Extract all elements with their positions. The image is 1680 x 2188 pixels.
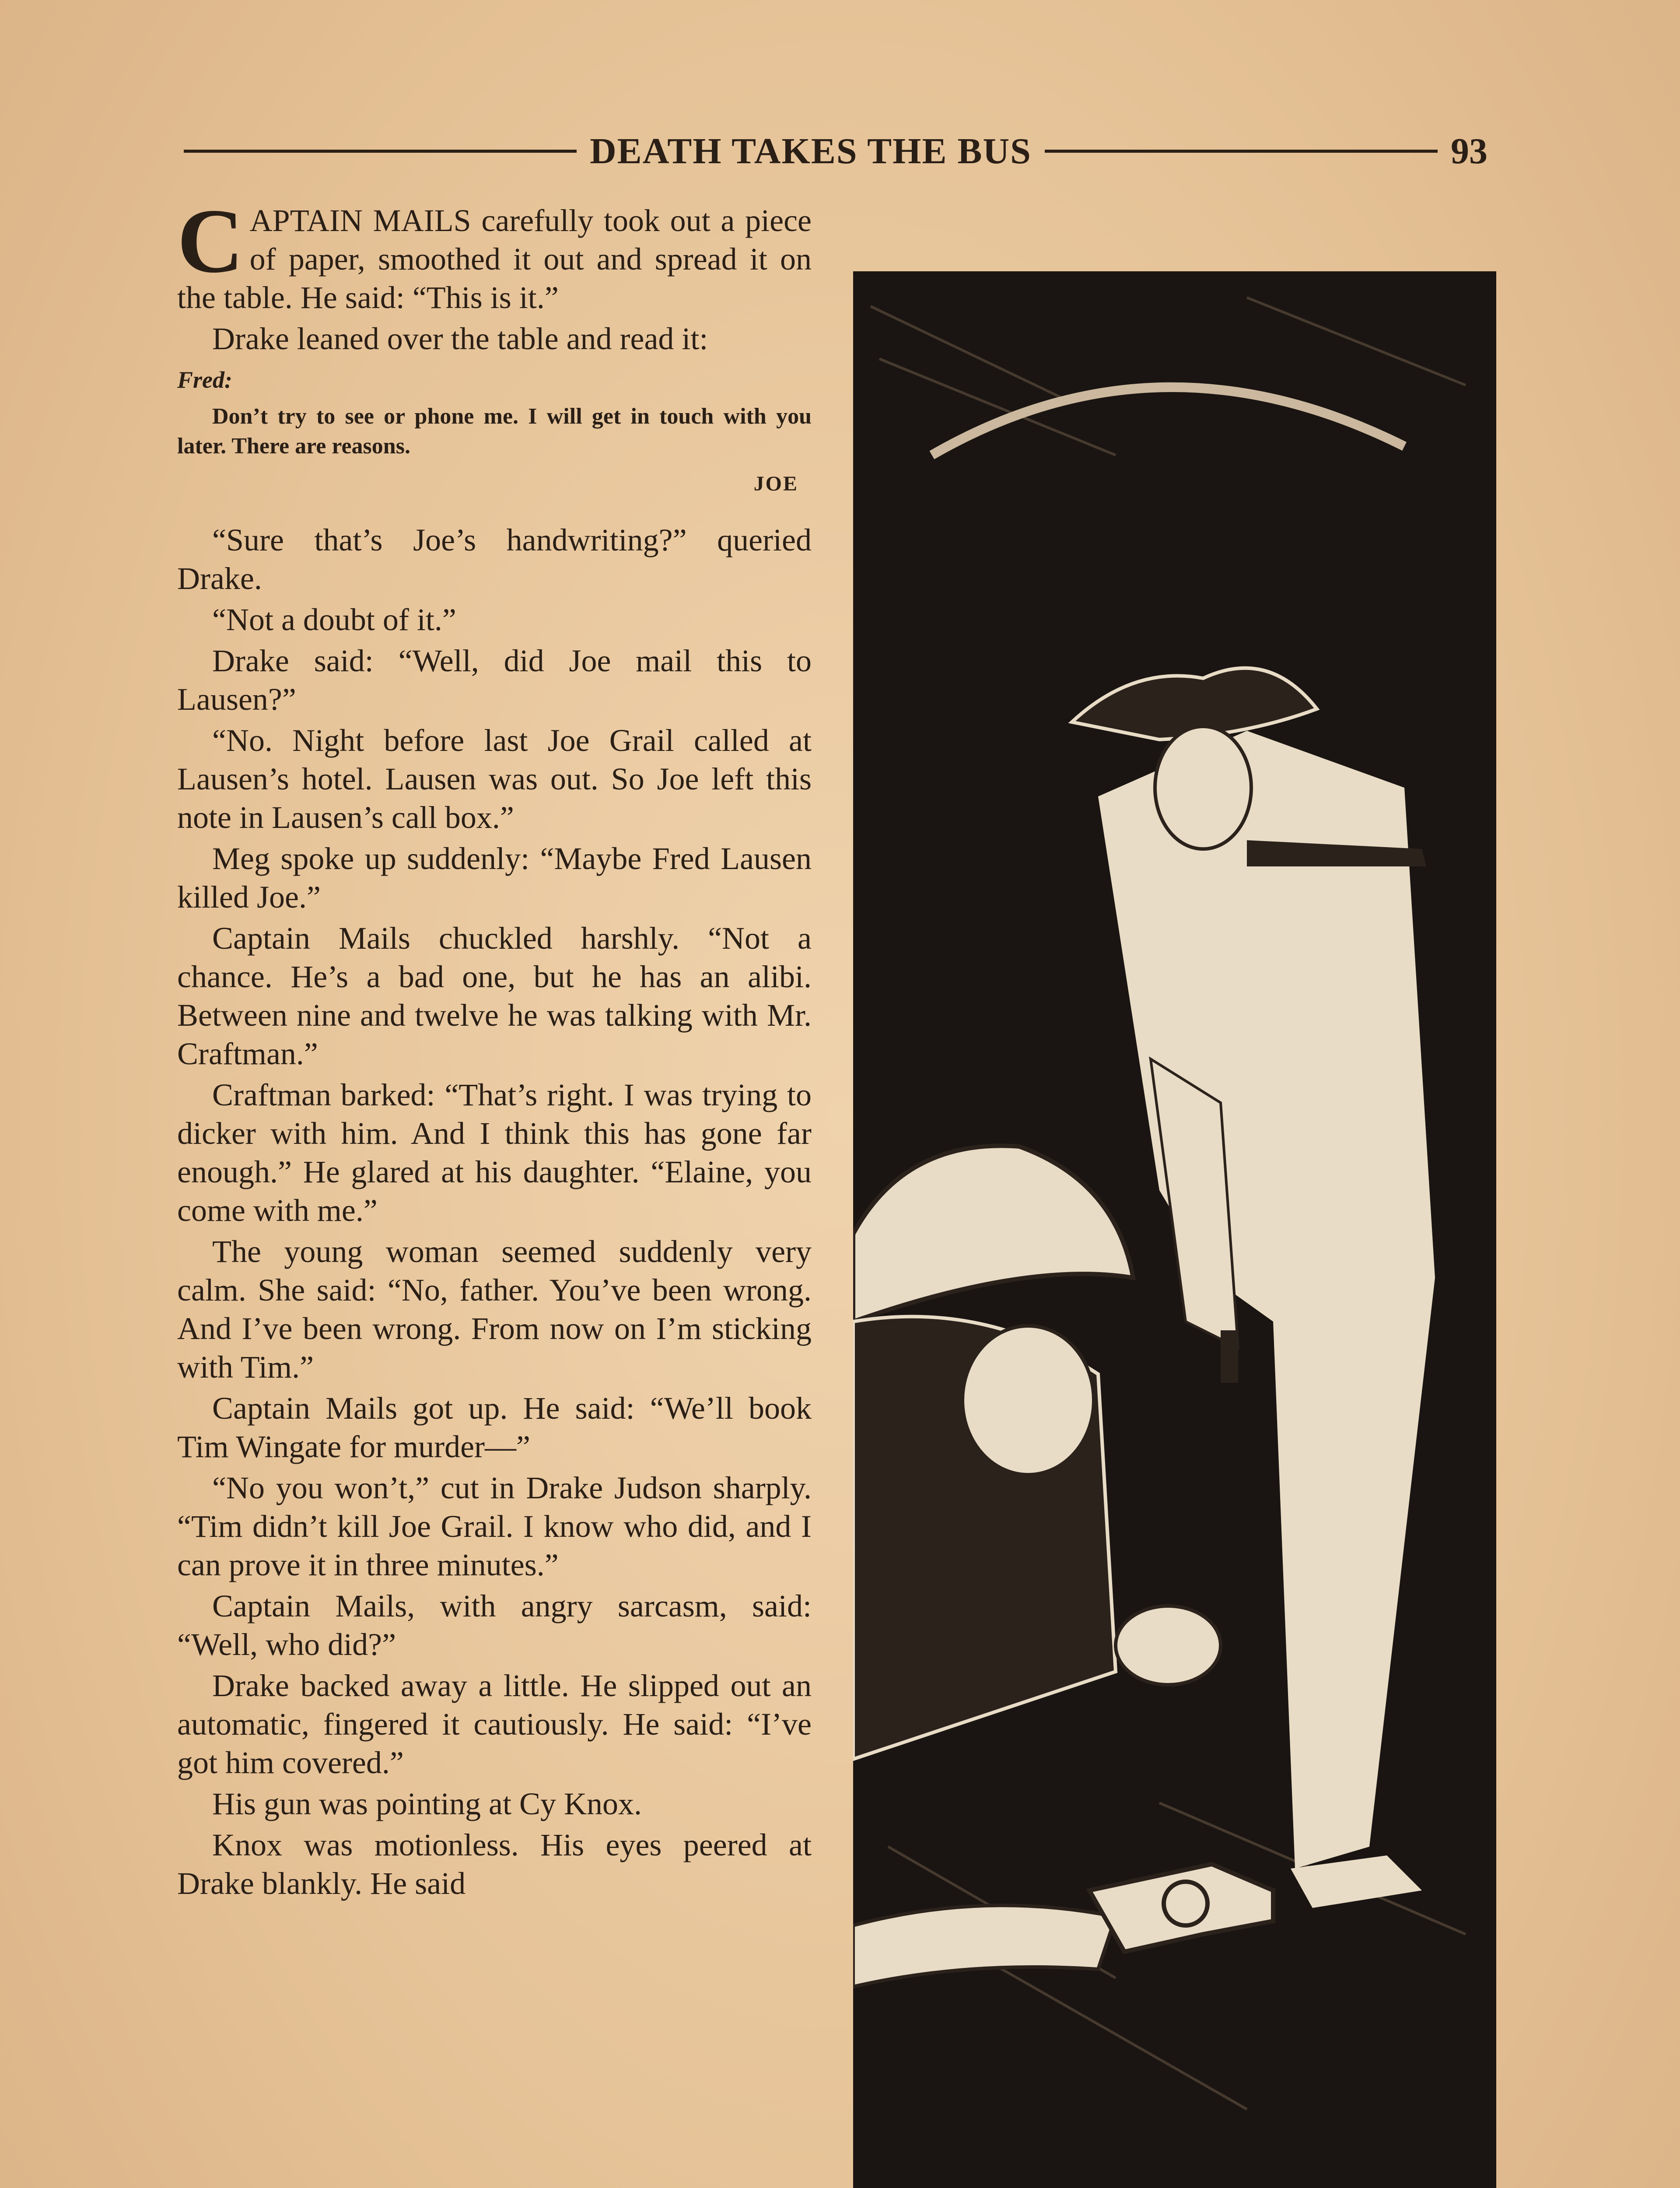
- story-paragraph: Drake said: “Well, did Joe mail this to Lausen?”: [177, 643, 812, 717]
- story-paragraph: “No. Night before last Joe Grail called at Lausen’s hotel. Lausen was out. So Joe left this note in Lausen’s call box.”: [177, 723, 812, 835]
- story-paragraph: Drake backed away a little. He slipped out an automatic, fingered it cautiously. He said: “I’ve got him covered.”: [177, 1668, 812, 1780]
- opening-text: APTAIN MAILS carefully took out a piece of paper, smoothed it out and spread it on the table. He said: “This is it.”: [177, 203, 812, 315]
- page-number: 93: [1451, 130, 1488, 172]
- note-body: Don’t try to see or phone me. I will get in touch with you later. There are reasons.: [177, 404, 812, 459]
- note-salutation: Fred:: [177, 367, 232, 393]
- story-paragraph: “Not a doubt of it.”: [212, 602, 456, 637]
- story-paragraph: “No you won’t,” cut in Drake Judson sharply. “Tim didn’t kill Joe Grail. I know who did, and I can prove it in three minutes.”: [177, 1470, 812, 1582]
- story-paragraph: Meg spoke up suddenly: “Maybe Fred Lausen killed Joe.”: [177, 841, 812, 915]
- drop-cap: C: [177, 201, 244, 292]
- story-paragraph: [177, 201, 812, 317]
- story-paragraph: His gun was pointing at Cy Knox.: [212, 1786, 642, 1821]
- header-rule-left: [184, 150, 577, 153]
- story-illustration: [853, 271, 1496, 2188]
- running-title: DEATH TAKES THE BUS: [590, 130, 1032, 172]
- header-rule-right: [1045, 150, 1438, 153]
- story-paragraph: Craftman barked: “That’s right. I was trying to dicker with him. And I think this has gone far enough.” He glared at his daughter. “Elaine, you come with me.”: [177, 1077, 812, 1228]
- story-paragraph: Captain Mails got up. He said: “We’ll book Tim Wingate for murder—”: [177, 1391, 812, 1464]
- story-paragraph: The young woman seemed suddenly very calm. She said: “No, father. You’ve been wrong. And I’ve been wrong. From now on I’m sticking with Tim.”: [177, 1234, 812, 1385]
- note-signature: JOE: [753, 472, 798, 495]
- running-header: [184, 127, 1488, 175]
- story-text-column: [177, 201, 812, 2188]
- illustration-drawing: [853, 271, 1496, 2188]
- story-paragraph: Knox was motionless. His eyes peered at Drake blankly. He said: [177, 1827, 812, 1901]
- story-paragraph: Drake leaned over the table and read it:: [212, 321, 708, 356]
- story-paragraph: Captain Mails chuckled harshly. “Not a chance. He’s a bad one, but he has an alibi. Between nine and twelve he was talking with Mr. Craftman.”: [177, 921, 812, 1071]
- story-paragraph: “Sure that’s Joe’s handwriting?” queried Drake.: [177, 522, 812, 596]
- story-paragraph: Captain Mails, with angry sarcasm, said: “Well, who did?”: [177, 1588, 812, 1662]
